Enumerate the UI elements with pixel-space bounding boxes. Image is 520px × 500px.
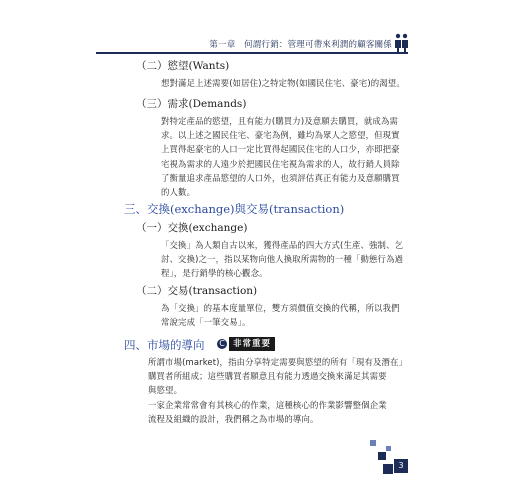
text-line: 宅視為需求的人遠少於把國民住宅視為需求的人，故行銷人員除 (161, 158, 400, 169)
paragraph-wants (161, 76, 405, 90)
section-heading-market: 四、市場的導向 (124, 338, 205, 352)
page-number: 3 (394, 459, 408, 473)
text-line: 流程及組織的設計，我們稱之為市場的導向。 (148, 413, 319, 424)
subheading-exchange: （一）交換(exchange) (136, 222, 248, 234)
subheading-demands: （三）需求(Demands) (136, 98, 247, 110)
text-line: 為「交換」的基本度量單位，雙方須價值交換的代稱，所以我們 (161, 303, 400, 313)
badge-label: 非常重要 (229, 337, 275, 351)
paragraph-market (148, 355, 407, 426)
decorative-square (386, 446, 391, 451)
text-line: 程」，是行銷學的核心觀念。 (161, 268, 268, 279)
text-line: 一家企業常常會有其核心的作業，這種核心的作業影響整個企業 (148, 399, 387, 410)
text-line: 「交換」為人類自古以來，獲得產品的四大方式(生產、強制、乞 (161, 240, 404, 250)
decorative-square (383, 464, 393, 474)
badge-symbol: C (217, 339, 227, 349)
importance-badge (217, 337, 275, 351)
text-line: 上買得起豪宅的人口一定比買得起國民住宅的人口少，亦即把豪 (161, 144, 400, 155)
text-line: 想對滿足上述需要(如居住)之特定物(如國民住宅、豪宅)的渴望。 (161, 78, 405, 88)
paragraph-demands (161, 114, 400, 199)
running-header (96, 38, 408, 54)
people-icon (394, 33, 410, 53)
section-heading-exchange: 三、交換(exchange)與交易(transaction) (124, 202, 345, 216)
decorative-square (370, 440, 376, 446)
text-line: 所謂市場(market)，指由分享特定需要與慾望的所有「現有及潛在」 (148, 357, 408, 367)
subheading-transaction: （二）交易(transaction) (136, 285, 258, 297)
text-line: 常說完成「一筆交易」。 (161, 317, 251, 328)
text-line: 與慾望。 (148, 385, 183, 396)
text-line: 討、交換)之一，指以某物向他人換取所需物的一種「動態行為過 (161, 254, 404, 265)
subheading-wants: （二）慾望(Wants) (136, 60, 230, 72)
paragraph-exchange (161, 238, 403, 281)
text-line: 購買者所組成；這些購買者願意且有能力透過交換來滿足其需要 (148, 371, 387, 382)
text-line: 了衡量追求產品慾望的人口外，也須評估真正有能力及意願購買 (161, 172, 400, 183)
text-line: 的人數。 (161, 187, 196, 198)
text-line: 求。以上述之國民住宅、豪宅為例，雖均為眾人之慾望，但現實 (161, 130, 400, 141)
chapter-title: 第一章 何謂行銷：管理可帶來利潤的顧客關係 (209, 40, 392, 50)
text-line: 對特定產品的慾望，且有能力(購買力)及意願去購買，就成為需 (161, 116, 399, 126)
decorative-square (378, 452, 386, 460)
paragraph-transaction (161, 301, 400, 329)
